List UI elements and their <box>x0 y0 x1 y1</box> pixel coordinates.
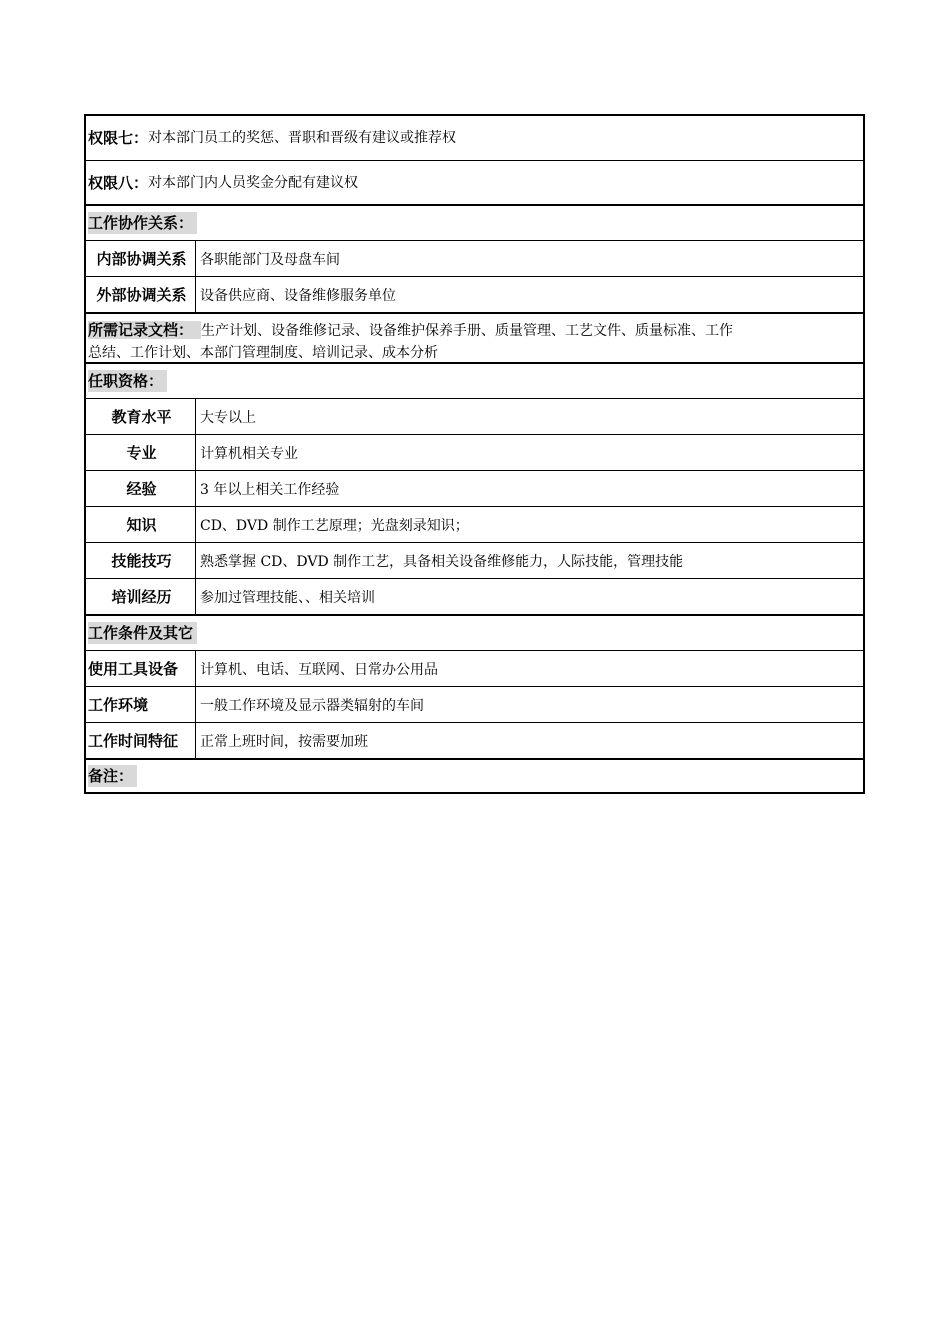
environment-value: 一般工作环境及显示器类辐射的车间 <box>200 697 424 714</box>
relations-title: 工作协作关系： <box>88 212 197 234</box>
experience-label: 经验 <box>86 471 196 506</box>
records-text-line1: 生产计划、设备维修记录、设备维护保养手册、质量管理、工艺文件、质量标准、工作 <box>201 323 734 339</box>
education-value: 大专以上 <box>200 409 256 426</box>
conditions-row-environment <box>86 686 863 722</box>
internal-relations-label: 内部协调关系 <box>86 241 196 276</box>
qualifications-title: 任职资格： <box>88 370 167 392</box>
qualification-row-training <box>86 578 863 614</box>
records-label: 所需记录文档： <box>88 321 201 339</box>
remarks-row <box>86 758 863 792</box>
knowledge-label: 知识 <box>86 507 196 542</box>
conditions-header-row <box>86 614 863 650</box>
internal-relations-value: 各职能部门及母盘车间 <box>200 251 340 268</box>
qualification-row-experience <box>86 470 863 506</box>
skills-label: 技能技巧 <box>86 543 196 578</box>
work-time-value: 正常上班时间，按需要加班 <box>200 733 368 750</box>
external-relations-row <box>86 276 863 312</box>
environment-label: 工作环境 <box>86 687 196 722</box>
tools-value: 计算机、电话、互联网、日常办公用品 <box>200 661 438 678</box>
conditions-row-work-time <box>86 722 863 758</box>
relations-header-row <box>86 204 863 240</box>
records-text-line2: 总结、工作计划、本部门管理制度、培训记录、成本分析 <box>88 345 438 361</box>
remarks-label: 备注： <box>88 765 137 787</box>
qualification-row-major <box>86 434 863 470</box>
conditions-row-tools <box>86 650 863 686</box>
authority-eight-text: 对本部门内人员奖金分配有建议权 <box>148 174 359 191</box>
work-time-label: 工作时间特征 <box>86 723 196 758</box>
training-value: 参加过管理技能、、相关培训 <box>200 589 375 606</box>
training-label: 培训经历 <box>86 579 196 614</box>
authority-seven-label: 权限七： <box>88 129 149 147</box>
authority-seven-row <box>86 116 863 160</box>
external-relations-label: 外部协调关系 <box>86 277 196 312</box>
qualification-row-skills <box>86 542 863 578</box>
experience-value: 3 年以上相关工作经验 <box>200 481 340 498</box>
authority-eight-row <box>86 160 863 204</box>
authority-eight-label: 权限八： <box>88 173 149 192</box>
qualification-row-knowledge <box>86 506 863 542</box>
job-description-table <box>84 114 865 794</box>
qualifications-header-row <box>86 362 863 398</box>
external-relations-value: 设备供应商、设备维修服务单位 <box>200 287 396 304</box>
skills-value: 熟悉掌握 CD、DVD 制作工艺，具备相关设备维修能力，人际技能，管理技能 <box>200 553 684 570</box>
major-value: 计算机相关专业 <box>200 445 298 462</box>
education-label: 教育水平 <box>86 399 196 434</box>
authority-seven-text: 对本部门员工的奖惩、晋职和晋级有建议或推荐权 <box>148 130 457 146</box>
knowledge-value: CD、DVD 制作工艺原理；光盘刻录知识； <box>200 517 469 534</box>
internal-relations-row <box>86 240 863 276</box>
tools-label: 使用工具设备 <box>86 651 196 686</box>
major-label: 专业 <box>86 435 196 470</box>
conditions-title: 工作条件及其它 <box>88 622 197 644</box>
records-row <box>86 312 863 362</box>
qualification-row-education <box>86 398 863 434</box>
